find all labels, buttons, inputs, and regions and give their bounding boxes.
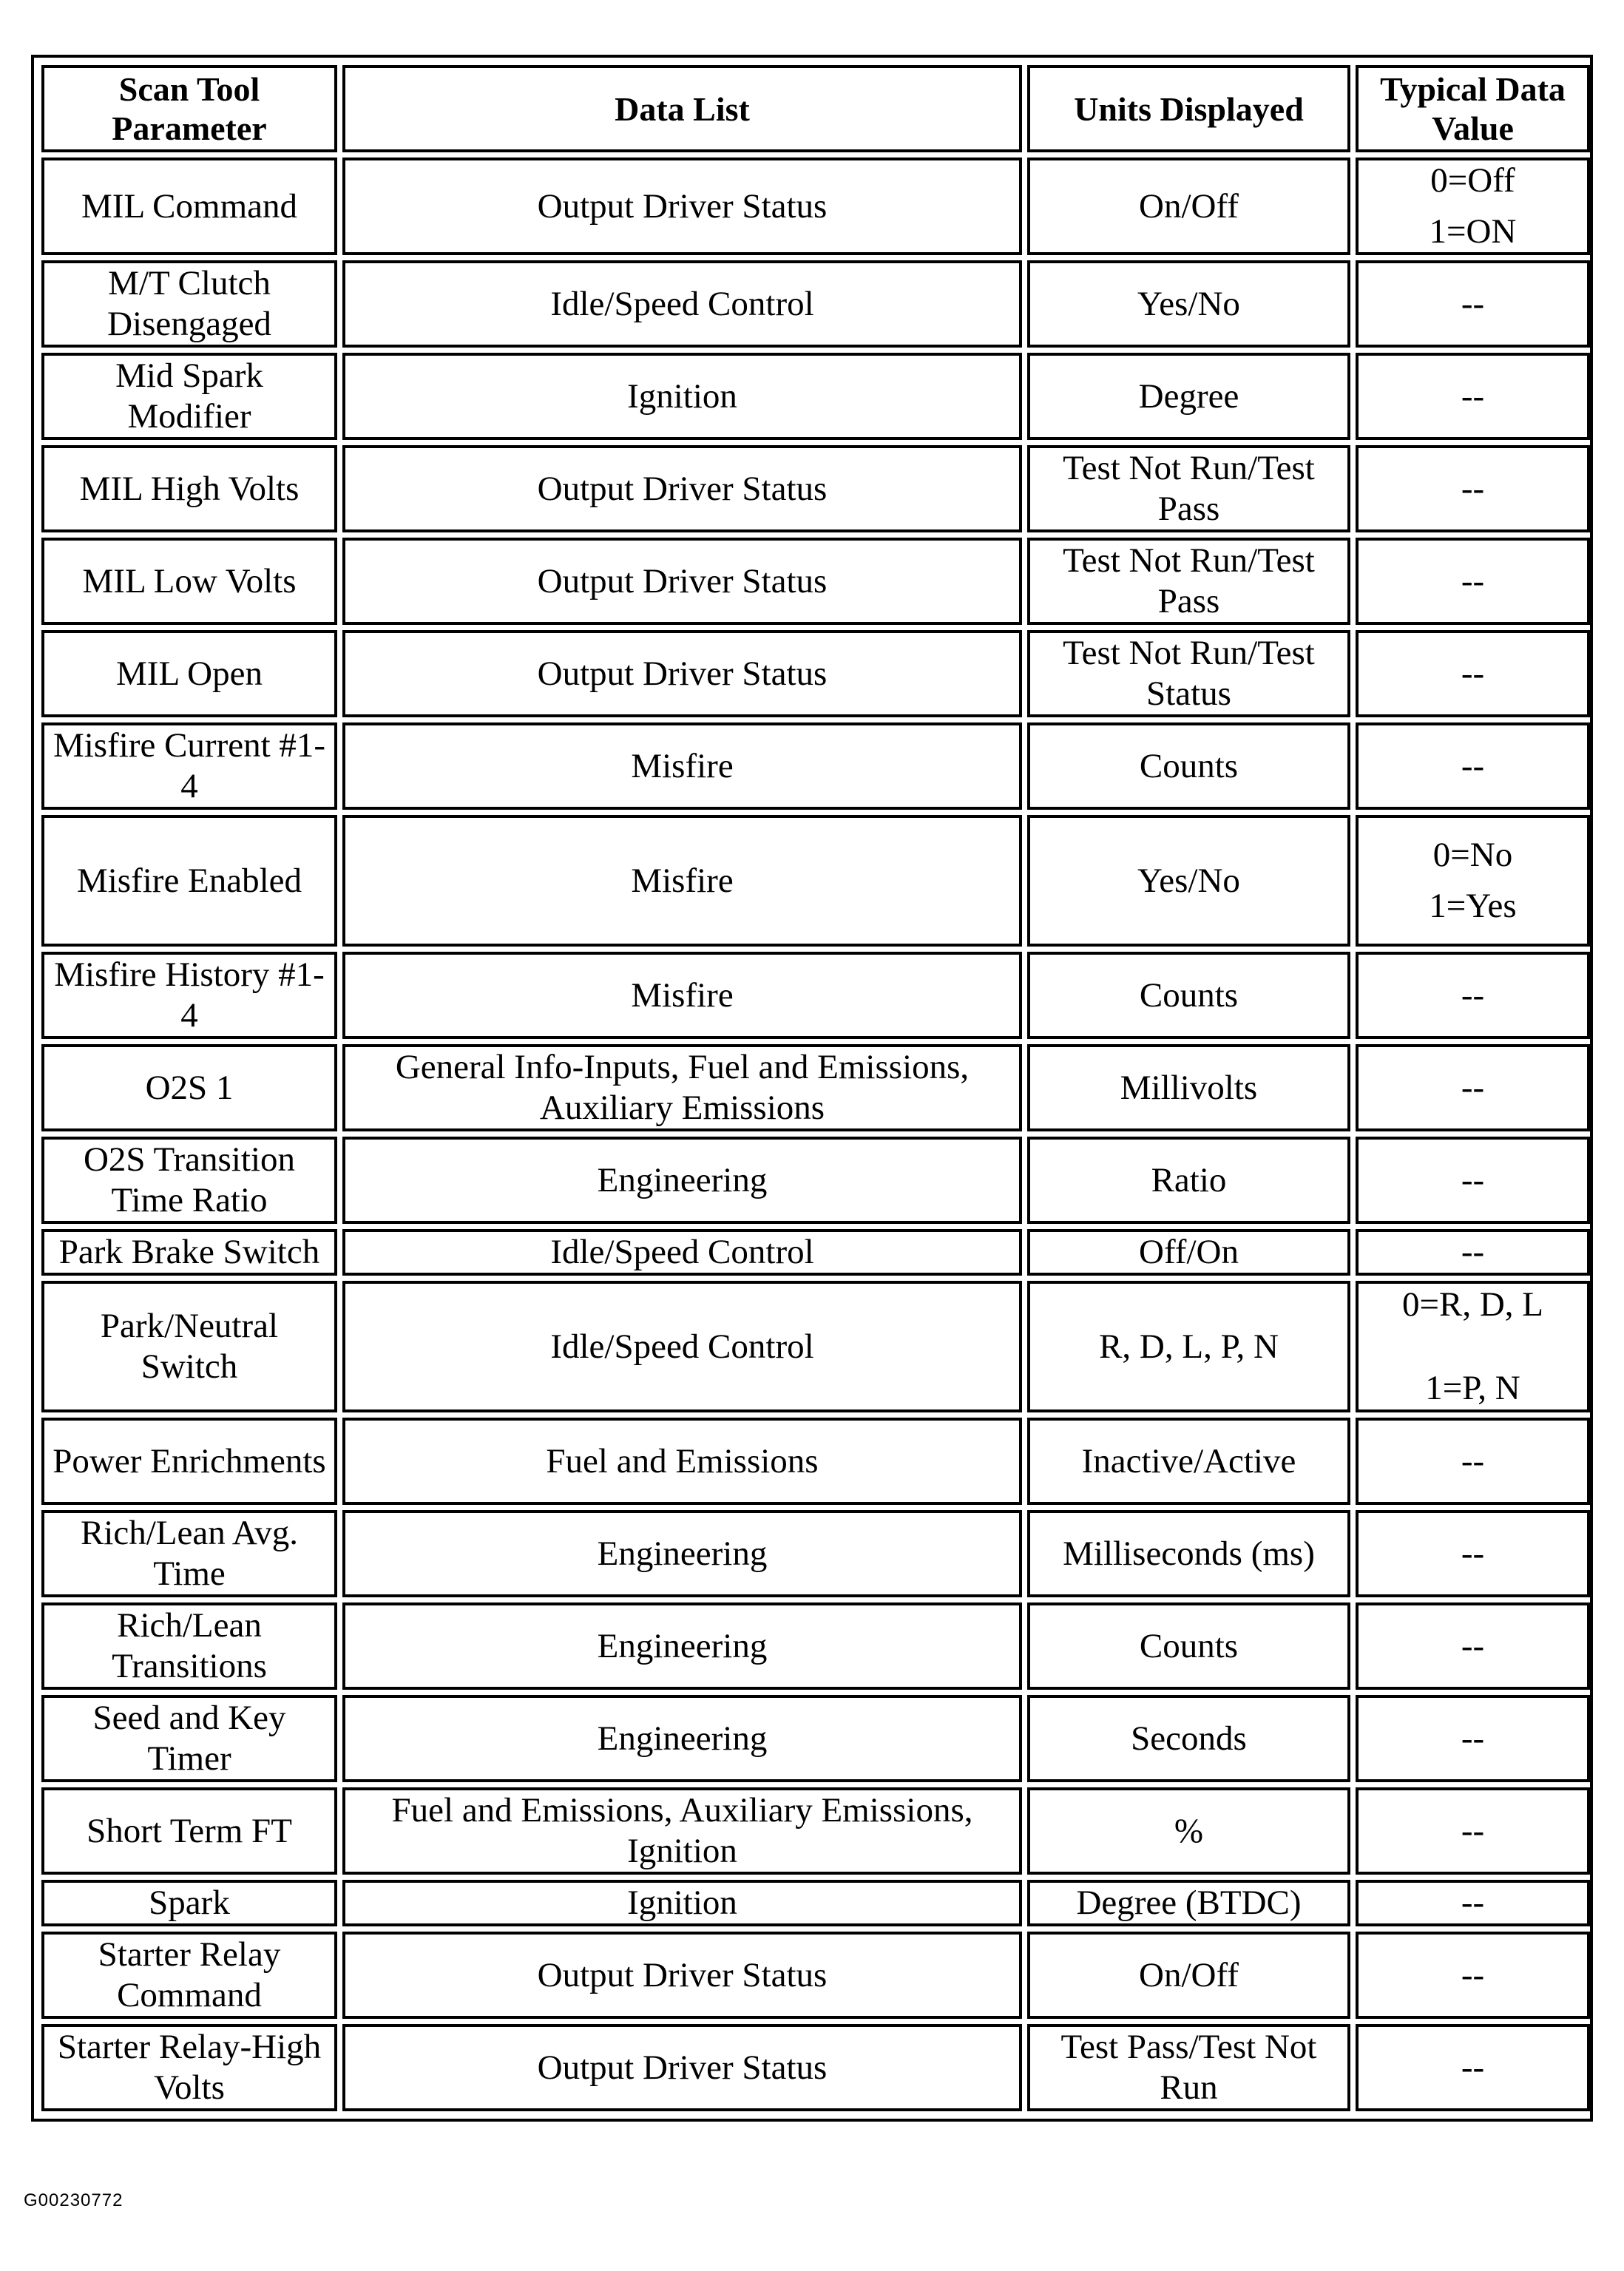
parameter-cell: MIL Open [41,630,337,717]
data-list-cell: Engineering [342,1510,1022,1597]
typical-value-line: -- [1461,975,1485,1015]
data-list-cell: Engineering [342,1602,1022,1690]
typical-value-line: -- [1461,1719,1485,1758]
typical-value-cell [1356,722,1590,810]
units-cell: Test Pass/Test Not Run [1027,2024,1350,2111]
data-list-cell: General Info-Inputs, Fuel and Emissions, Auxiliary Emissions [342,1044,1022,1131]
units-cell: Seconds [1027,1695,1350,1782]
typical-value-cell [1356,630,1590,717]
typical-value-line: 1=Yes [1429,887,1517,925]
typical-value-cell [1356,260,1590,348]
table-row-mid-spark-modifier [41,353,1590,440]
figure-id: G00230772 [24,2190,124,2210]
parameter-cell: Park Brake Switch [41,1229,337,1276]
parameter-cell: MIL Command [41,158,337,255]
table-row-power-enrichments [41,1418,1590,1505]
units-cell: Test Not Run/Test Status [1027,630,1350,717]
header-data-list: Data List [342,65,1022,152]
parameter-cell: O2S Transition Time Ratio [41,1137,337,1224]
data-list-cell: Idle/Speed Control [342,1281,1022,1412]
units-cell: Off/On [1027,1229,1350,1276]
typical-value-line: 0=R, D, L [1401,1285,1543,1324]
parameter-cell: Rich/Lean Transitions [41,1602,337,1690]
table-row-mil-open [41,630,1590,717]
parameter-cell: Mid Spark Modifier [41,353,337,440]
typical-value-cell [1356,1510,1590,1597]
units-cell: Test Not Run/Test Pass [1027,445,1350,532]
header-units-displayed: Units Displayed [1027,65,1350,152]
data-list-cell: Engineering [342,1695,1022,1782]
units-cell: On/Off [1027,1932,1350,2019]
parameter-cell: MIL High Volts [41,445,337,532]
table-row-rich-lean-avg-time [41,1510,1590,1597]
units-cell: Ratio [1027,1137,1350,1224]
scan-tool-data-table [36,60,1595,2116]
typical-value-line: -- [1461,654,1485,693]
units-cell: Degree (BTDC) [1027,1880,1350,1926]
parameter-cell: O2S 1 [41,1044,337,1131]
data-list-cell: Idle/Speed Control [342,260,1022,348]
typical-value-line: -- [1461,1534,1485,1573]
table-row-rich-lean-transitions [41,1602,1590,1690]
units-cell: Milliseconds (ms) [1027,1510,1350,1597]
typical-value-line: 0=No [1432,836,1513,874]
typical-value-cell [1356,1787,1590,1875]
header-typical-data-value: Typical Data Value [1356,65,1590,152]
typical-value-line: -- [1461,1160,1485,1199]
units-cell: Degree [1027,353,1350,440]
data-list-cell: Misfire [342,815,1022,947]
typical-value-line: -- [1461,1626,1485,1665]
table-body [41,158,1590,2111]
units-cell: Counts [1027,1602,1350,1690]
data-list-cell: Fuel and Emissions [342,1418,1022,1505]
units-cell: Test Not Run/Test Pass [1027,538,1350,625]
scan-tool-data-table-frame [31,55,1593,2122]
parameter-cell: Short Term FT [41,1787,337,1875]
data-list-cell: Misfire [342,952,1022,1039]
table-row-short-term-ft [41,1787,1590,1875]
table-row-mil-command [41,158,1590,255]
parameter-cell: Rich/Lean Avg. Time [41,1510,337,1597]
units-cell: On/Off [1027,158,1350,255]
header-scan-tool-parameter: Scan Tool Parameter [41,65,337,152]
parameter-cell: MIL Low Volts [41,538,337,625]
data-list-cell: Output Driver Status [342,538,1022,625]
parameter-cell: M/T Clutch Disengaged [41,260,337,348]
typical-value-cell [1356,2024,1590,2111]
units-cell: Millivolts [1027,1044,1350,1131]
table-row-starter-relay-high-volts [41,2024,1590,2111]
typical-value-line: -- [1461,561,1485,600]
units-cell: Inactive/Active [1027,1418,1350,1505]
typical-value-line: -- [1461,469,1485,508]
parameter-cell: Misfire Enabled [41,815,337,947]
data-list-cell: Output Driver Status [342,445,1022,532]
typical-value-line: -- [1461,1068,1485,1107]
table-row-o2s-transition-time-ratio [41,1137,1590,1224]
table-header-row [41,65,1590,152]
typical-value-line: -- [1461,746,1485,785]
typical-value-line: -- [1461,376,1485,416]
typical-value-line: -- [1461,1441,1485,1480]
typical-value-cell [1356,1281,1590,1412]
data-list-cell: Engineering [342,1137,1022,1224]
data-list-cell: Output Driver Status [342,158,1022,255]
table-row-spark [41,1880,1590,1926]
parameter-cell: Misfire History #1-4 [41,952,337,1039]
parameter-cell: Starter Relay Command [41,1932,337,2019]
table-row-starter-relay-command [41,1932,1590,2019]
typical-value-cell [1356,1137,1590,1224]
units-cell: Yes/No [1027,260,1350,348]
data-list-cell: Output Driver Status [342,630,1022,717]
parameter-cell: Starter Relay-High Volts [41,2024,337,2111]
typical-value-line: -- [1461,1955,1485,1994]
data-list-cell: Ignition [342,1880,1022,1926]
data-list-cell: Fuel and Emissions, Auxiliary Emissions, Ignition [342,1787,1022,1875]
table-row-misfire-enabled [41,815,1590,947]
data-list-cell: Idle/Speed Control [342,1229,1022,1276]
table-row-park-neutral-switch [41,1281,1590,1412]
parameter-cell: Spark [41,1880,337,1926]
typical-value-line: -- [1461,2048,1485,2087]
typical-value-cell [1356,1932,1590,2019]
typical-value-cell [1356,1602,1590,1690]
typical-value-line: -- [1461,1884,1485,1922]
data-list-cell: Misfire [342,722,1022,810]
table-row-m-t-clutch-disengaged [41,260,1590,348]
parameter-cell: Power Enrichments [41,1418,337,1505]
typical-value-line: 0=Off [1430,161,1515,200]
table-row-seed-and-key-timer [41,1695,1590,1782]
table-row-park-brake-switch [41,1229,1590,1276]
typical-value-cell [1356,353,1590,440]
typical-value-cell [1356,1418,1590,1505]
data-list-cell: Output Driver Status [342,1932,1022,2019]
parameter-cell: Park/Neutral Switch [41,1281,337,1412]
table-row-mil-high-volts [41,445,1590,532]
typical-value-cell [1356,538,1590,625]
typical-value-line: -- [1461,1233,1485,1271]
typical-value-line: 1=P, N [1425,1369,1520,1407]
typical-value-cell [1356,158,1590,255]
typical-value-line: 1=ON [1429,212,1517,251]
table-row-o2s-1 [41,1044,1590,1131]
data-list-cell: Output Driver Status [342,2024,1022,2111]
units-cell: % [1027,1787,1350,1875]
typical-value-cell [1356,952,1590,1039]
typical-value-cell [1356,445,1590,532]
units-cell: Counts [1027,952,1350,1039]
data-list-cell: Ignition [342,353,1022,440]
parameter-cell: Seed and Key Timer [41,1695,337,1782]
typical-value-cell [1356,1880,1590,1926]
table-row-misfire-current-1-4 [41,722,1590,810]
table-row-misfire-history-1-4 [41,952,1590,1039]
typical-value-line: -- [1461,1811,1485,1850]
table-row-mil-low-volts [41,538,1590,625]
typical-value-cell [1356,815,1590,947]
typical-value-cell [1356,1695,1590,1782]
parameter-cell: Misfire Current #1-4 [41,722,337,810]
units-cell: Yes/No [1027,815,1350,947]
units-cell: Counts [1027,722,1350,810]
units-cell: R, D, L, P, N [1027,1281,1350,1412]
typical-value-cell [1356,1229,1590,1276]
typical-value-cell [1356,1044,1590,1131]
typical-value-line: -- [1461,284,1485,323]
